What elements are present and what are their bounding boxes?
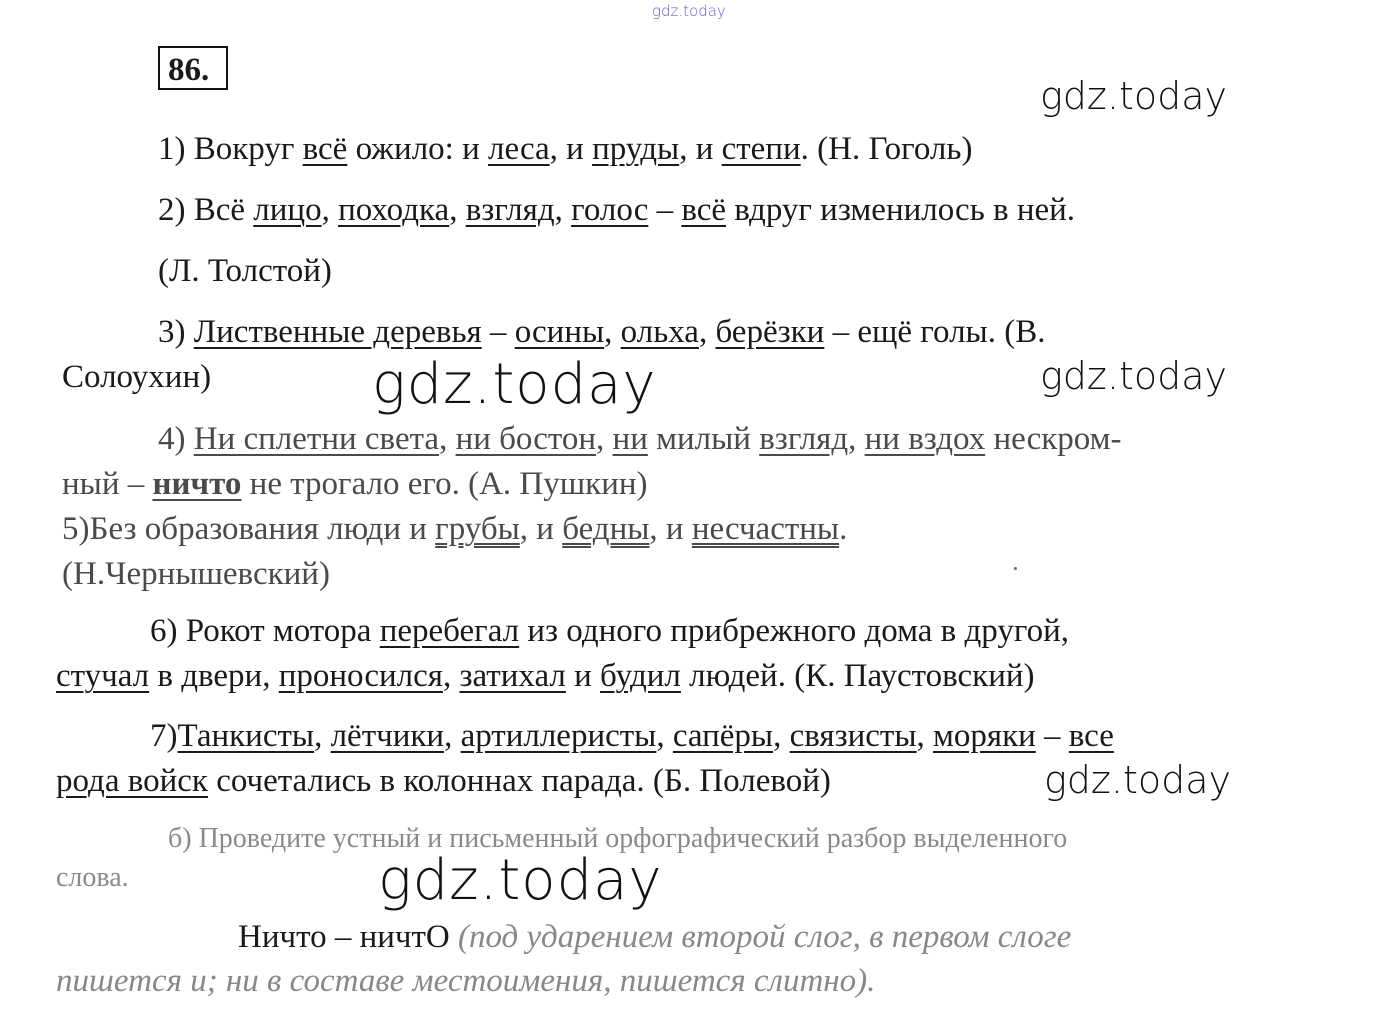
sentence-3-author: Солоухин) [62, 359, 212, 395]
sentence-6-line1: 6) Рокот мотора перебегал из одного прибрежного дома в другой, [150, 613, 1069, 649]
watermark-4: gdz.today [1044, 758, 1231, 802]
sentence-5: 5)Без образования люди и грубы, и бедны, и несчастны. [62, 511, 848, 547]
sentence-4-line1: 4) Ни сплетни света, ни бостон, ни милый взгляд, ни вздох нескром- [158, 421, 1122, 457]
sentence-2-author: (Л. Толстой) [158, 253, 332, 289]
stray-dot [1014, 567, 1017, 570]
answer-line1: Ничто – ничтО (под ударением второй слог, в первом слоге [238, 919, 1072, 955]
watermark-5: gdz.today [378, 848, 663, 913]
sentence-7-line2: рода войск сочетались в колоннах парада. (Б. Полевой) [56, 763, 831, 799]
answer-line2: пишется и; ни в составе местоимения, пишется слитно). [56, 963, 876, 999]
exercise-number: 86. [158, 46, 228, 90]
sentence-7-line1: 7)Танкисты, лётчики, артиллеристы, сапёры, связисты, моряки – все [150, 718, 1114, 754]
sentence-3: 3) Лиственные деревья – осины, ольха, берёзки – ещё голы. (В. [158, 314, 1046, 350]
sentence-6-line2: стучал в двери, проносился, затихал и будил людей. (К. Паустовский) [56, 658, 1035, 694]
watermark-2: gdz.today [1040, 354, 1227, 398]
watermark-top: gdz.today [652, 2, 726, 20]
task-b-line1: б) Проведите устный и письменный орфографический разбор выделенного [168, 823, 1068, 854]
sentence-2: 2) Всё лицо, походка, взгляд, голос – всё вдруг изменилось в ней. [158, 192, 1076, 228]
sentence-4-line2: ный – ничто не трогало его. (А. Пушкин) [62, 466, 648, 502]
highlighted-word: ничто [152, 466, 242, 502]
answer-word: Ничто – ничтО [238, 919, 450, 955]
sentence-1: 1) Вокруг всё ожило: и леса, и пруды, и степи. (Н. Гоголь) [158, 131, 973, 167]
watermark-3: gdz.today [372, 352, 657, 417]
task-b-line2: слова. [56, 862, 129, 893]
watermark-1: gdz.today [1040, 74, 1227, 118]
sentence-5-author: (Н.Чернышевский) [62, 556, 330, 592]
